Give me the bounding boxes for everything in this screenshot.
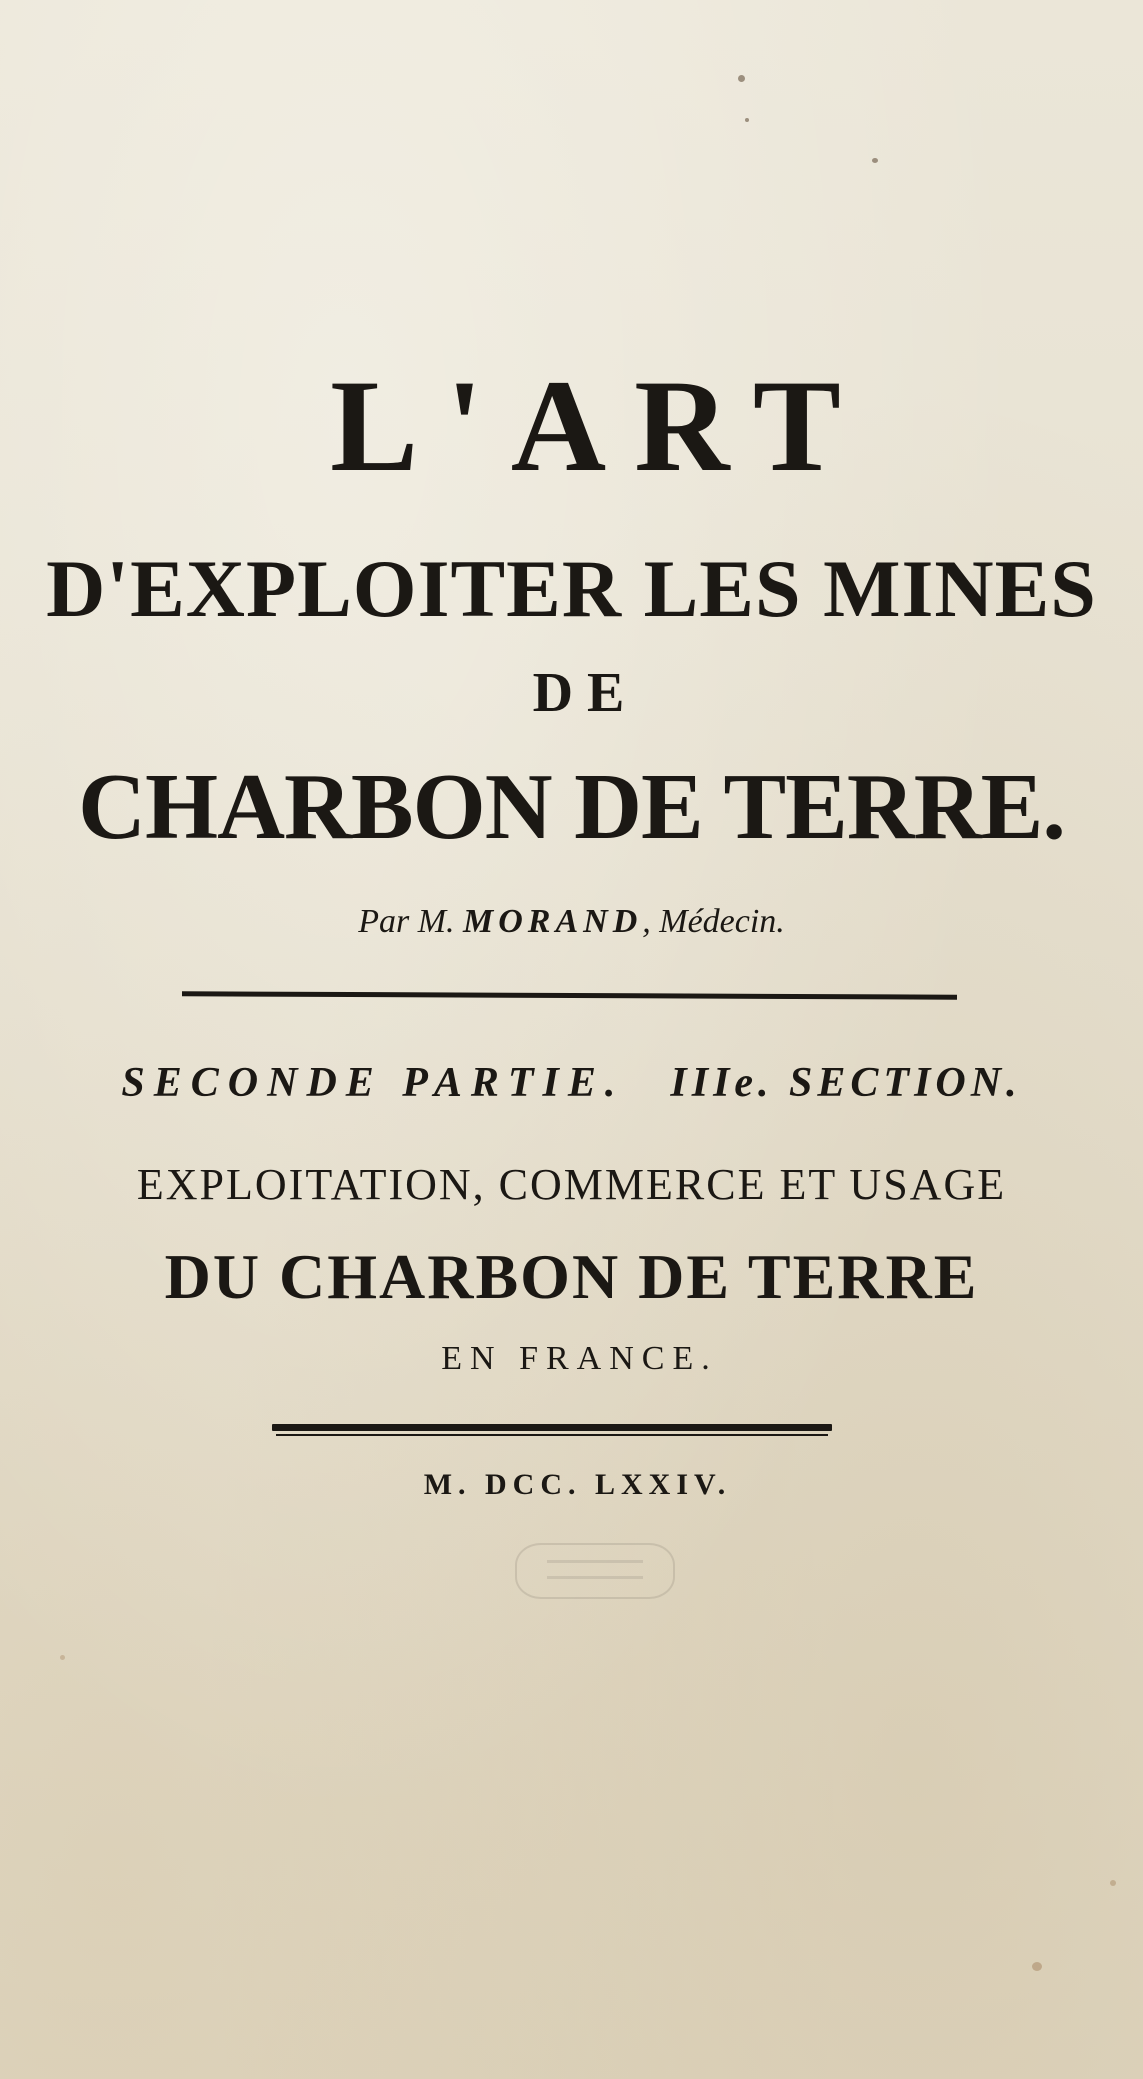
- byline: [0, 905, 1143, 939]
- paper-speck: [1032, 1962, 1042, 1971]
- byline-suffix: , Médecin.: [642, 903, 785, 940]
- library-stamp-mark: [515, 1543, 675, 1599]
- divider-rule-bottom: [272, 1424, 832, 1431]
- title-line-art: L'ART: [330, 352, 869, 499]
- imprint-date: M. DCC. LXXIV.: [423, 1468, 732, 1501]
- section-heading: [0, 1062, 1143, 1104]
- subtitle-line-exploitation: EXPLOITATION, COMMERCE ET USAGE: [136, 1160, 1007, 1209]
- divider-rule-top: [182, 991, 957, 999]
- title-line-exploiter: D'EXPLOITER LES MINES: [46, 543, 1097, 634]
- paper-speck: [745, 118, 749, 122]
- section-number: IIIe. SECTION.: [670, 1060, 1022, 1106]
- paper-speck: [872, 158, 878, 163]
- title-line-de: DE: [532, 662, 639, 724]
- subtitle-line-du-charbon: DU CHARBON DE TERRE: [164, 1241, 979, 1312]
- title-line-charbon: CHARBON DE TERRE.: [78, 755, 1065, 859]
- byline-prefix: Par M.: [358, 903, 455, 940]
- section-part: SECONDE PARTIE.: [121, 1060, 625, 1106]
- paper-speck: [60, 1655, 65, 1660]
- paper-speck: [1110, 1880, 1116, 1886]
- paper-speck: [738, 75, 745, 82]
- byline-author: MORAND: [463, 903, 643, 940]
- subtitle-line-en-france: EN FRANCE.: [441, 1340, 718, 1377]
